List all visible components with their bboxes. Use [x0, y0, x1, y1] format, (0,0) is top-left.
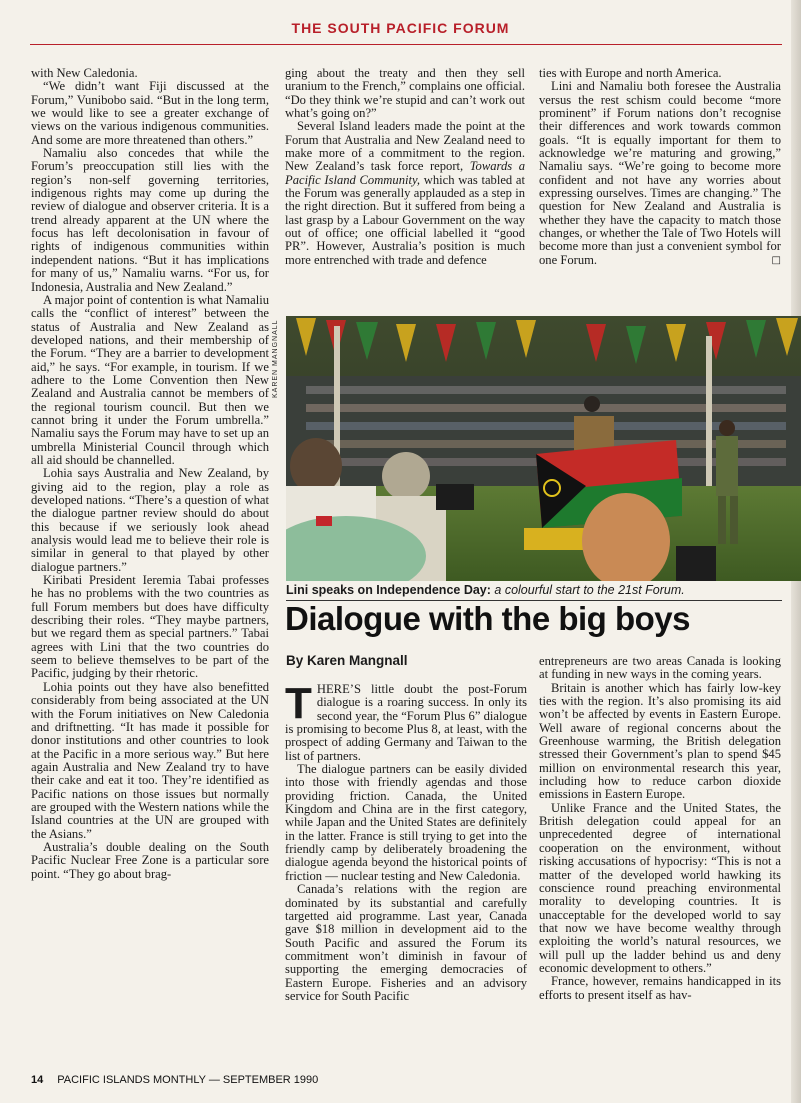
photo-credit: KAREN MANGNALL	[272, 319, 279, 398]
paragraph: ging about the treaty and then they sell uranium to the French,” complains one official. “Do they think we’re stupid and can’t work out what’s going on?”	[285, 66, 525, 121]
page-footer	[31, 1074, 318, 1086]
paragraph	[539, 80, 781, 267]
paragraph: Namaliu also concedes that while the Forum’s preoccupation still lies with the region’s non-self governing territories, indigenous rights may come up during the review of dialogue and observer criteria. It is a trend already apparent at the UN where the focus has left decolonisation in favour of rights of indigenous communities within independent nations. “But it has implications for many of us,” Namaliu warns. “For us, for Indonesia, Australia and New Zealand.”	[31, 146, 269, 294]
headline: Dialogue with the big boys	[285, 600, 691, 637]
end-of-story-mark: □	[771, 254, 781, 266]
paragraph: Kiribati President Ieremia Tabai professes he has no problems with the two countries as full Forum members but does have difficulty describing their roles. “They maybe partners, but we regard them as special partners.” Tabai agrees with Lini that the two countries do seem to believe themselves to be part of the Pacific, judging by their rhetoric.	[31, 573, 269, 681]
article-column-2	[539, 655, 781, 1002]
byline: By Karen Mangnall	[286, 653, 408, 668]
text-run: HERE’S little doubt the post-Forum dialogue is a roaring success. In only its second year, the “Forum Plus 6” dialogue is promising to become Plus 8, at least, with the prospect of adding Germany and Taiwan to the list of partners.	[285, 682, 527, 763]
paragraph: Unlike France and the United States, the British delegation could appeal for an unprecedented degree of international cooperation on the environment, without risking accusations of hypocrisy: “This is not a matter of the developed world hawking its conscience round preaching environmental morality to developing countries. It is unacceptable for the developed world to say that now we have become wealthy through exploiting the world’s natural resources, we will pull up the ladder behind us and deny economic development to others.”	[539, 800, 781, 975]
independence-day-photo	[286, 316, 801, 581]
report-title: Towards a Pacific Island Community,	[285, 159, 525, 187]
paragraph: Lohia says Australia and New Zealand, by giving aid to the region, play a role as developed nations. “There’s a question of what the dialogue partner review should do about this because if we seriously look ahead analysis would lead me to believe their role is similar in general to that played by other dialogue partners.”	[31, 466, 269, 574]
paragraph: Australia’s double dealing on the South Pacific Nuclear Free Zone is a particular sore point. “They go about brag-	[31, 839, 269, 881]
paragraph	[285, 679, 527, 763]
page-number: 14	[31, 1074, 44, 1086]
publication-line: PACIFIC ISLANDS MONTHLY — SEPTEMBER 1990	[57, 1074, 319, 1086]
text-run: which was tabled at the Forum was generally applauded as a step in the right direction. But it suffered from being a last grasp by a Labour Government on the way out of office; one official labelled it “good PR”. However, Australia’s position is much more entrenched with trade and defence	[285, 172, 525, 267]
paragraph: “We didn’t want Fiji discussed at the Forum,” Vunibobo said. “But in the long term, we would like to see a greater exchange of views on the various indigenous communities. And some are more threatened than others.”	[31, 79, 269, 147]
caption-lead: Lini speaks on Independence Day:	[286, 583, 491, 597]
column-3	[539, 67, 781, 267]
paragraph: The dialogue partners can be easily divided into those with friendly agendas and those providing friction. Canada, the United Kingdom and China are in the first category, while Japan and the United States are definitely in the latter. France is still trying to get into the friendly camp by deliberately broadening the dialogue agenda beyond the historical points of friction — nuclear testing and New Caledonia.	[285, 762, 527, 883]
column-1	[31, 67, 269, 881]
paragraph	[285, 120, 525, 267]
paragraph: Canada’s relations with the region are dominated by its substantial and carefully targetted aid programme. Last year, Canada gave $18 million in development aid to the South Pacific and assured the Forum its commitment won’t diminish in favour of supporting the emerging democracies of Eastern Europe. Fisheries and an advisory service for South Pacific	[285, 882, 527, 1003]
section-title: THE SOUTH PACIFIC FORUM	[291, 20, 510, 36]
column-2	[285, 67, 525, 267]
photo-caption	[286, 583, 782, 597]
paragraph: entrepreneurs are two areas Canada is looking at funding in new ways in the coming years.	[539, 654, 781, 682]
paragraph: Lohia points out they have also benefitted considerably from being associated at the UN with the Forum initiatives on New Caledonia and driftnetting. “It has made it possible for donor institutions and other countries to look at the Pacific in a more serious way.” But here again Australia and New Zealand try to have their cake and eat it too. They’re identified as Pacific nations on those issues but normally are grouped with the Western nations while the Island countries at the UN are grouped with the Asians.”	[31, 679, 269, 841]
paragraph: France, however, remains handicapped in its efforts to present itself as hav-	[539, 974, 781, 1002]
header-rule	[30, 44, 782, 45]
photo-illustration	[286, 316, 801, 581]
drop-cap: T	[285, 679, 312, 728]
paragraph: ties with Europe and north America.	[539, 66, 722, 80]
text-run: Lini and Namaliu both foresee the Australia versus the rest schism could become “more prominent” if Forum nations don’t recognise their differences and work towards common goals. “It is equally important for them to acknowledge we’re maturing and growing,” Namaliu says. “We’re going to become more confident and not have any worries about expressing ourselves. Times are changing.” The question for New Zealand and Australia is whether they have the capacity to match those changes, or whether the Tale of Two Hotels will become more than just a convenient symbol for one Forum.	[539, 79, 781, 267]
paragraph: with New Caledonia.	[31, 66, 138, 80]
text-run: Several Island leaders made the point at the Forum that Australia and New Zealand need to make more of a commitment to the region. New Zealand’s task force report,	[285, 119, 525, 174]
caption-text: a colourful start to the 21st Forum.	[490, 583, 685, 597]
paragraph: Britain is another which has fairly low-key ties with the region. It’s also promising its aid won’t be affected by events in Eastern Europe. Well aware of regional concerns about the Greenhouse warming, the British delegation stressed their Government’s plan to spend $45 million on environmental research this year, including how to reduce carbon dioxide emissions in Eastern Europe.	[539, 680, 781, 802]
paragraph: A major point of contention is what Namaliu calls the “conflict of interest” between the status of Australia and New Zealand as developed nations, and their membership of the Forum. “They are a barrier to development aid,” he says. “For example, in tourism. If we adhere to the Lome Convention then New Zealand and Australia cannot be members of the regional tourism council. But then we cannot bring it under the Forum umbrella.” Namaliu says the Forum may have to set up an umbrella Ministerial Council through which all aid should be channelled.	[31, 292, 269, 467]
article-column-1	[285, 679, 527, 1003]
